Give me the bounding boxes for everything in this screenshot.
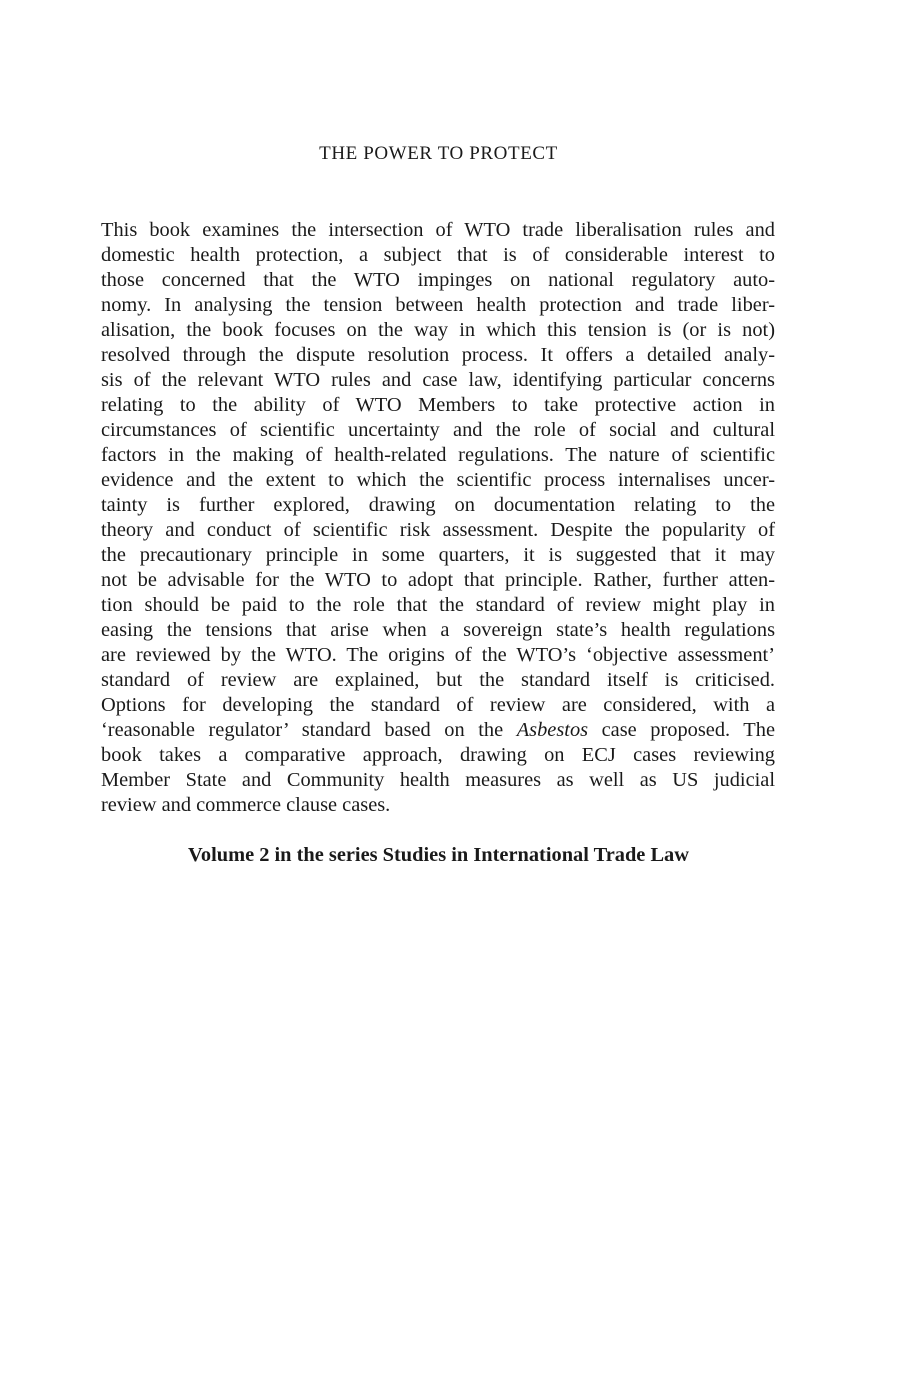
description-line: standard of review are explained, but the standard itself is criticised. bbox=[101, 669, 775, 691]
description-line: evidence and the extent to which the scientific process internalises uncer- bbox=[101, 469, 775, 491]
description-line: review and commerce clause cases. bbox=[101, 794, 391, 816]
description-line: tion should be paid to the role that the standard of review might play in bbox=[101, 594, 775, 616]
line-text: case proposed. The bbox=[588, 719, 775, 741]
description-line: Member State and Community health measures as well as US judicial bbox=[101, 769, 775, 791]
description-line: easing the tensions that arise when a sovereign state’s health regulations bbox=[101, 619, 775, 641]
description-line: sis of the relevant WTO rules and case law, identifying particular concerns bbox=[101, 369, 775, 391]
description-line bbox=[101, 718, 775, 743]
description-line: circumstances of scientific uncertainty and the role of social and cultural bbox=[101, 419, 775, 441]
description-line: factors in the making of health-related regulations. The nature of scientific bbox=[101, 444, 775, 466]
running-title: THE POWER TO PROTECT bbox=[319, 143, 558, 164]
description-line: the precautionary principle in some quarters, it is suggested that it may bbox=[101, 544, 775, 566]
description-line: theory and conduct of scientific risk assessment. Despite the popularity of bbox=[101, 519, 775, 541]
description-line: those concerned that the WTO impinges on national regulatory auto- bbox=[101, 269, 775, 291]
description-line: book takes a comparative approach, drawing on ECJ cases reviewing bbox=[101, 744, 775, 766]
description-line: domestic health protection, a subject that is of considerable interest to bbox=[101, 244, 775, 266]
line-text: ‘reasonable regulator’ standard based on the bbox=[101, 719, 517, 741]
description-line: nomy. In analysing the tension between health protection and trade liber- bbox=[101, 294, 775, 316]
description-line: Options for developing the standard of review are considered, with a bbox=[101, 694, 775, 716]
description-line: not be advisable for the WTO to adopt that principle. Rather, further atten- bbox=[101, 569, 775, 591]
description-line: alisation, the book focuses on the way in which this tension is (or is not) bbox=[101, 319, 775, 341]
description-line: relating to the ability of WTO Members to take protective action in bbox=[101, 394, 775, 416]
book-description bbox=[101, 218, 775, 818]
description-line: tainty is further explored, drawing on documentation relating to the bbox=[101, 494, 775, 516]
case-name-italic: Asbestos bbox=[516, 719, 589, 741]
series-note: Volume 2 in the series Studies in International Trade Law bbox=[188, 844, 689, 866]
description-line: This book examines the intersection of WTO trade liberalisation rules and bbox=[101, 219, 775, 241]
description-line: are reviewed by the WTO. The origins of the WTO’s ‘objective assessment’ bbox=[101, 644, 775, 666]
description-line: resolved through the dispute resolution process. It offers a detailed analy- bbox=[101, 344, 775, 366]
